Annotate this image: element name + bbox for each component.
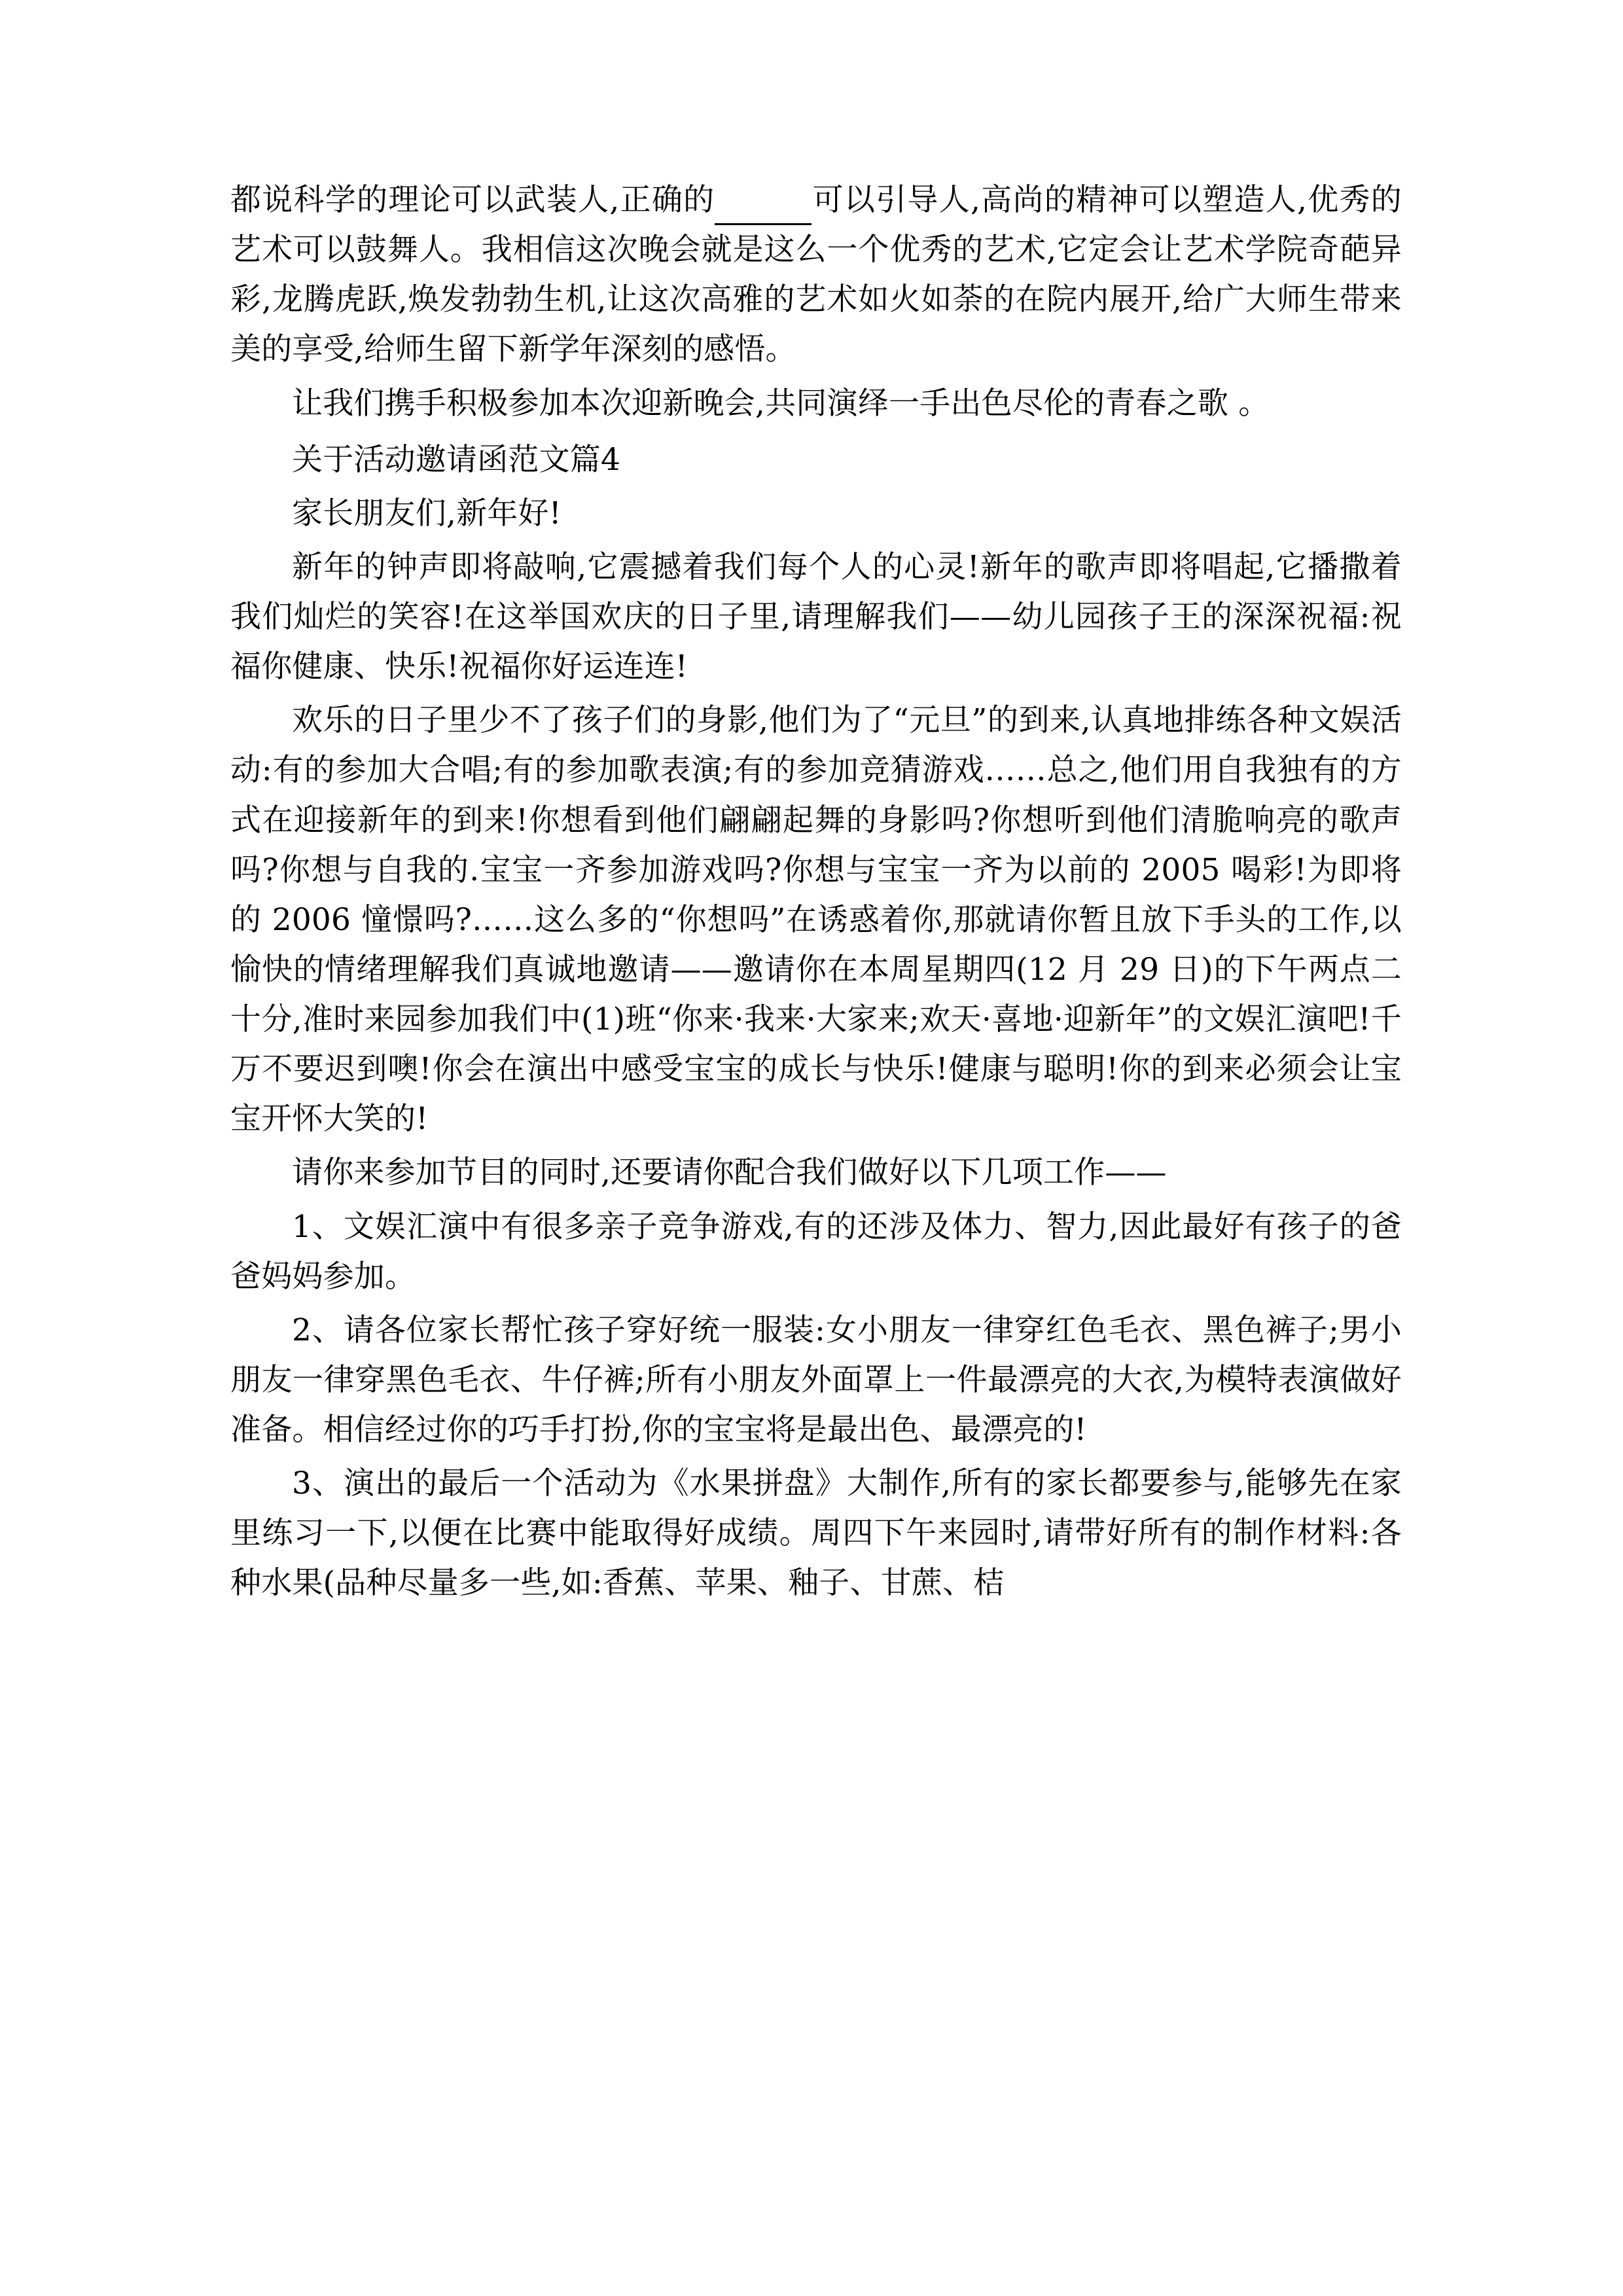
paragraph-new-year-bell: 新年的钟声即将敲响,它震撼着我们每个人的心灵!新年的歌声即将唱起,它播撒着我们灿烂的笑容!在这举国欢庆的日子里,请理解我们——幼儿园孩子王的深深祝福:祝福你健康、快乐!祝福你好运连连! — [230, 548, 1402, 685]
paragraph-invitation-closing: 让我们携手积极参加本次迎新晚会,共同演绎一手出色尽伦的青春之歌 。 — [292, 385, 1270, 422]
paragraph-science-theory — [230, 175, 1402, 375]
paragraph-item-3: 3、演出的最后一个活动为《水果拼盘》大制作,所有的家长都要参与,能够先在家里练习一下,以便在比赛中能取得好成绩。周四下午来园时,请带好所有的制作材料:各种水果(品种尽量多一些,如:香蕉、苹果、釉子、甘蔗、桔 — [230, 1465, 1402, 1602]
paragraph-text-before-blank: 都说科学的理论可以武装人,正确的 — [230, 182, 715, 218]
paragraph-greeting: 家长朋友们,新年好! — [292, 495, 562, 531]
document-body — [230, 175, 1402, 1613]
fill-in-blank — [715, 198, 812, 225]
section-heading-sample-4: 关于活动邀请函范文篇4 — [292, 441, 621, 478]
paragraph-cooperation-intro: 请你来参加节目的同时,还要请你配合我们做好以下几项工作—— — [292, 1155, 1167, 1191]
paragraph-text-after-blank: 可以引导人,高尚的精神可以塑造人,优秀的艺术可以鼓舞人。我相信这次晚会就是这么一个优秀的艺术,它定会让艺术学院奇葩异彩,龙腾虎跃,焕发勃勃生机,让这次高雅的艺术如火如荼的在院内展开,给广大师生带来美的享受,给师生留下新学年深刻的感悟。 — [230, 182, 1402, 368]
paragraph-children-activities: 欢乐的日子里少不了孩子们的身影,他们为了“元旦”的到来,认真地排练各种文娱活动:有的参加大合唱;有的参加歌表演;有的参加竞猜游戏……总之,他们用自我独有的方式在迎接新年的到来!你想看到他们翩翩起舞的身影吗?你想听到他们清脆响亮的歌声吗?你想与自我的.宝宝一齐参加游戏吗?你想与宝宝一齐为以前的 2005 喝彩!为即将的 2006 憧憬吗?……这么多的“你想吗”在诱惑着你,那就请你暂且放下手头的工作,以愉快的情绪理解我们真诚地邀请——邀请你在本周星期四(12 月 29 日)的下午两点二十分,准时来园参加我们中(1)班“你来·我来·大家来;欢天·喜地·迎新年”的文娱汇演吧!千万不要迟到噢!你会在演出中感受宝宝的成长与快乐!健康与聪明!你的到来必须会让宝宝开怀大笑的! — [230, 702, 1402, 1138]
paragraph-item-1: 1、文娱汇演中有很多亲子竞争游戏,有的还涉及体力、智力,因此最好有孩子的爸爸妈妈参加。 — [230, 1208, 1402, 1295]
paragraph-item-2: 2、请各位家长帮忙孩子穿好统一服装:女小朋友一律穿红色毛衣、黑色裤子;男小朋友一律穿黑色毛衣、牛仔裤;所有小朋友外面罩上一件最漂亮的大衣,为模特表演做好准备。相信经过你的巧手打扮,你的宝宝将是最出色、最漂亮的! — [230, 1312, 1402, 1448]
